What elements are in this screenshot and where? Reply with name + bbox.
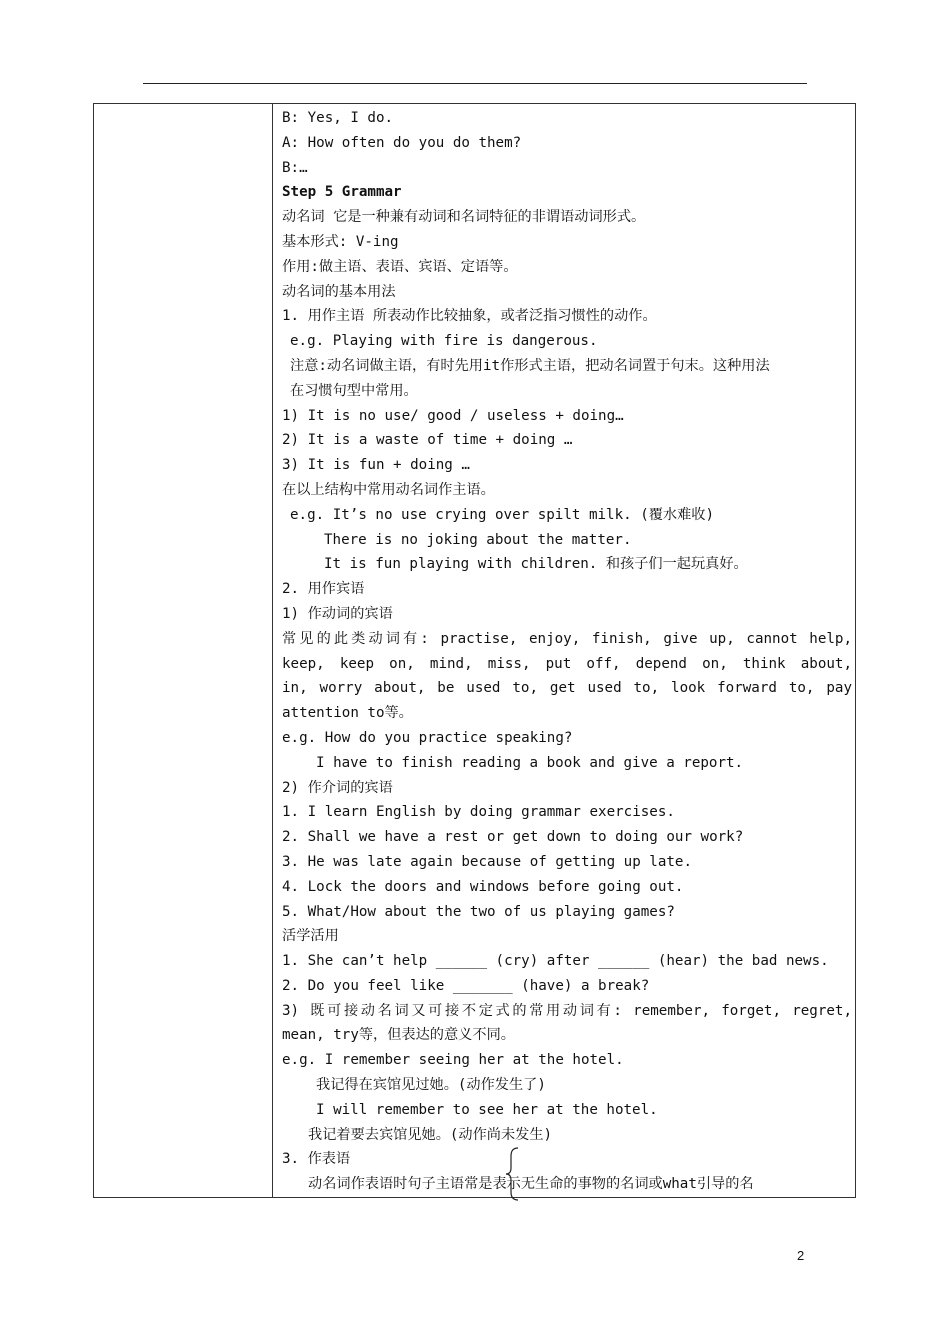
note-line: 在习惯句型中常用。 — [290, 382, 418, 399]
example-line: e.g. Playing with fire is dangerous. — [290, 333, 598, 350]
text-line: 动名词 它是一种兼有动词和名词特征的非谓语动词形式。 — [282, 209, 646, 226]
example-line: 5. What/How about the two of us playing games? — [282, 903, 675, 920]
example-line: 2. Shall we have a rest or get down to doing our work? — [282, 829, 744, 846]
translation-line: 我记得在宾馆见过她。(动作发生了) — [316, 1077, 546, 1094]
header-rule — [143, 83, 807, 84]
dialogue-line: A: How often do you do them? — [282, 134, 522, 151]
pattern-line: 3) It is fun + doing … — [282, 457, 470, 474]
example-line: 1. I learn English by doing grammar exercises. — [282, 804, 675, 821]
note-line: 注意:动名词做主语，有时先用it作形式主语，把动名词置于句末。这种用法 — [290, 357, 770, 374]
section-heading: 活学活用 — [282, 928, 339, 945]
text-line: 1. 用作主语 所表动作比较抽象，或者泛指习惯性的动作。 — [282, 308, 657, 325]
translation-line: 我记着要去宾馆见她。(动作尚未发生) — [308, 1126, 553, 1143]
text-line: keep, keep on, mind, miss, put off, depend on, think about, — [282, 655, 852, 672]
section-heading: 3. 作表语 — [282, 1151, 351, 1168]
page-number: 2 — [797, 1248, 805, 1263]
table-column-divider — [272, 103, 273, 1198]
text-line: 作用:做主语、表语、宾语、定语等。 — [282, 258, 518, 275]
text-line: 在以上结构中常用动名词作主语。 — [282, 481, 495, 498]
example-line: e.g. I remember seeing her at the hotel. — [282, 1052, 624, 1069]
example-line: There is no joking about the matter. — [324, 531, 632, 548]
dialogue-line: B:… — [282, 159, 308, 176]
curly-brace-mark — [504, 1146, 520, 1202]
text-line: attention to等。 — [282, 705, 413, 722]
text-line: 常见的此类动词有: practise, enjoy, finish, give up, cannot help, — [282, 630, 852, 647]
example-line: 4. Lock the doors and windows before going out. — [282, 878, 684, 895]
exercise-line: 1. She can’t help ______ (cry) after ______ (hear) the bad news. — [282, 953, 829, 970]
text-line: 3) 既可接动名词又可接不定式的常用动词有: remember, forget, regret, — [282, 1002, 852, 1019]
text-line: in, worry about, be used to, get used to, look forward to, pay — [282, 680, 852, 697]
pattern-line: 1) It is no use/ good / useless + doing… — [282, 407, 624, 424]
section-heading: 2. 用作宾语 — [282, 581, 365, 598]
lesson-content — [282, 106, 852, 1197]
pattern-line: 2) It is a waste of time + doing … — [282, 432, 573, 449]
step-heading: Step 5 Grammar — [282, 184, 402, 201]
example-line: I will remember to see her at the hotel. — [316, 1101, 658, 1118]
example-line: e.g. How do you practice speaking? — [282, 729, 573, 746]
dialogue-line: B: Yes, I do. — [282, 110, 394, 126]
example-line: I have to finish reading a book and give a report. — [316, 754, 744, 771]
subsection-heading: 1) 作动词的宾语 — [282, 605, 393, 622]
text-line: 动名词的基本用法 — [282, 283, 396, 300]
text-line: 动名词作表语时句子主语常是表示无生命的事物的名词或what引导的名 — [308, 1176, 754, 1193]
example-line: e.g. It’s no use crying over spilt milk. (覆水难收) — [290, 506, 715, 523]
text-line: 基本形式: V-ing — [282, 233, 399, 250]
subsection-heading: 2) 作介词的宾语 — [282, 779, 393, 796]
exercise-line: 2. Do you feel like _______ (have) a break? — [282, 977, 650, 994]
example-line: It is fun playing with children. 和孩子们一起玩真好。 — [324, 556, 748, 573]
text-line: mean, try等，但表达的意义不同。 — [282, 1027, 515, 1044]
example-line: 3. He was late again because of getting up late. — [282, 853, 692, 870]
